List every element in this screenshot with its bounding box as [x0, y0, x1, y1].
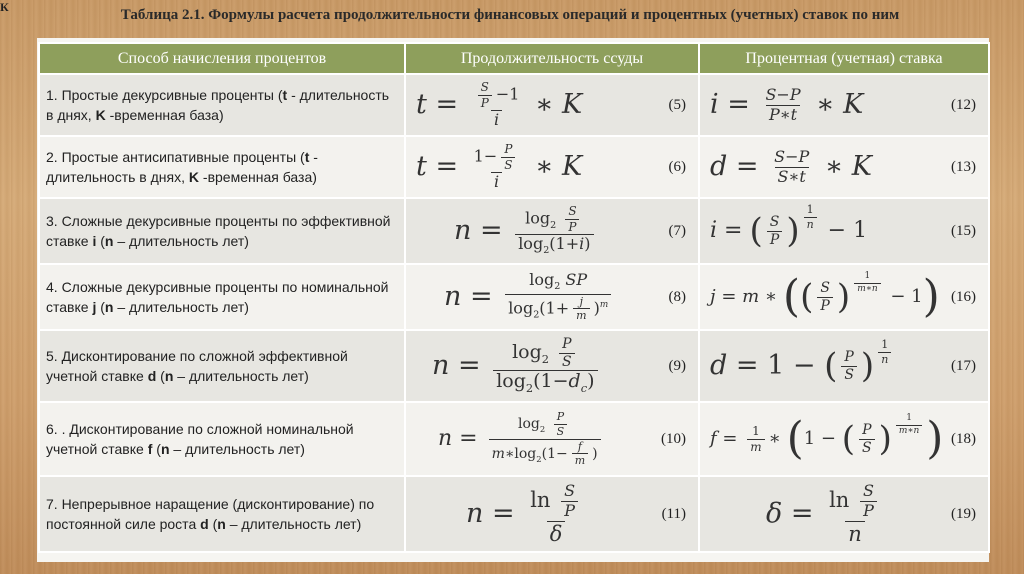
row-description: 2. Простые антисипативные проценты (t - длительность в днях, K -временная база)	[39, 136, 405, 198]
rate-formula-cell	[699, 74, 989, 136]
duration-formula-cell	[405, 402, 699, 476]
row-description: 4. Сложные декурсивные проценты по номинальной ставке j (n – длительность лет)	[39, 264, 405, 330]
row-description: 5. Дисконтирование по сложной эффективной учетной ставке d (n – длительность лет)	[39, 330, 405, 402]
formula: n = $\log_2$ $\frac{P}{S}$ $m∗\log_2(1-$ $\frac{f}{m}$ )	[438, 411, 605, 466]
formula: j = m ∗ ( ( S P ) $^{\frac{1}{m∗n}}$ − 1 )	[710, 271, 940, 322]
formula-number: (16)	[951, 289, 976, 305]
formula-number: (17)	[951, 358, 976, 374]
formula: n = $\log_2$ SP $\log_2(1+$ $\frac{j}{m}$ )$^m$	[444, 272, 615, 321]
duration-formula-cell	[405, 198, 699, 264]
formula: i = S−P P∗t ∗ K	[710, 84, 864, 124]
table-row	[39, 74, 989, 136]
row-description: 6. . Дисконтирование по сложной номинальной учетной ставке f (n – длительность лет)	[39, 402, 405, 476]
table-caption: Таблица 2.1. Формулы расчета продолжительности финансовых операций и процентных (учетных) ставок по ним	[120, 7, 900, 23]
rate-formula-cell	[699, 330, 989, 402]
header-rate: Процентная (учетная) ставка	[699, 43, 989, 74]
row-description: 7. Непрерывное наращение (дисконтирование) по постоянной силе роста d (n – длительность лет)	[39, 476, 405, 552]
formula-number: (11)	[661, 505, 686, 522]
duration-formula-cell	[405, 330, 699, 402]
table-row	[39, 476, 989, 552]
rate-formula-cell	[699, 476, 989, 552]
table-row	[39, 330, 989, 402]
header-duration: Продолжительность ссуды	[405, 43, 699, 74]
formulas-table	[38, 42, 990, 553]
row-description: 3. Сложные декурсивные проценты по эффективной ставке i (n – длительность лет)	[39, 198, 405, 264]
formula-number: (8)	[668, 289, 686, 305]
formula: t = 1− $\frac{P}{S}$ i ∗ K	[416, 142, 583, 192]
duration-formula-cell	[405, 476, 699, 552]
formula-number: (10)	[661, 431, 686, 447]
rate-formula-cell	[699, 136, 989, 198]
formula: i = ( S P ) $^{\frac{1}{n}}$ − 1	[710, 202, 868, 251]
formula: n = $\log_2$ $\frac{S}{P}$ $\log_2(1+i)$	[454, 205, 598, 256]
rate-formula-cell	[699, 198, 989, 264]
formula: δ = ln $\frac{S}{P}$ n	[766, 483, 888, 545]
table-row	[39, 136, 989, 198]
formula-number: (19)	[951, 505, 976, 522]
formula: n = ln $\frac{S}{P}$ δ	[466, 483, 589, 545]
formula-number: (6)	[668, 158, 686, 175]
rate-formula-cell	[699, 402, 989, 476]
table-row	[39, 264, 989, 330]
formula-number: (13)	[951, 159, 976, 175]
duration-formula-cell	[405, 136, 699, 198]
formula: d = S−P S∗t ∗ K	[710, 146, 872, 186]
row-description: 1. Простые декурсивные проценты (t - длительность в днях, K -временная база)	[39, 74, 405, 136]
header-method: Способ начисления процентов	[39, 43, 405, 74]
duration-formula-cell	[405, 74, 699, 136]
formula-number: (12)	[951, 97, 976, 113]
corner-mark: К	[0, 0, 9, 14]
formula-number: (15)	[951, 223, 976, 239]
formula-number: (9)	[668, 357, 686, 374]
formula-number: (5)	[668, 96, 686, 113]
table-row	[39, 402, 989, 476]
duration-formula-cell	[405, 264, 699, 330]
formula-number: (7)	[668, 223, 686, 239]
formula: f = 1 m ∗ ( 1 − ( P S ) $^{\frac{1}{m∗n}}$ )	[710, 413, 944, 464]
table-row	[39, 198, 989, 264]
formula: n = $\log_2$ $\frac{P}{S}$ $\log_2(1-d_c)$	[432, 337, 602, 395]
rate-formula-cell	[699, 264, 989, 330]
formula-number: (18)	[951, 431, 976, 447]
table-header-row	[39, 43, 989, 74]
formula: t = $\frac{S}{P}$ −1 i ∗ K	[416, 80, 583, 130]
formula: d = 1 − ( P S ) $^{\frac{1}{n}}$	[710, 349, 895, 383]
